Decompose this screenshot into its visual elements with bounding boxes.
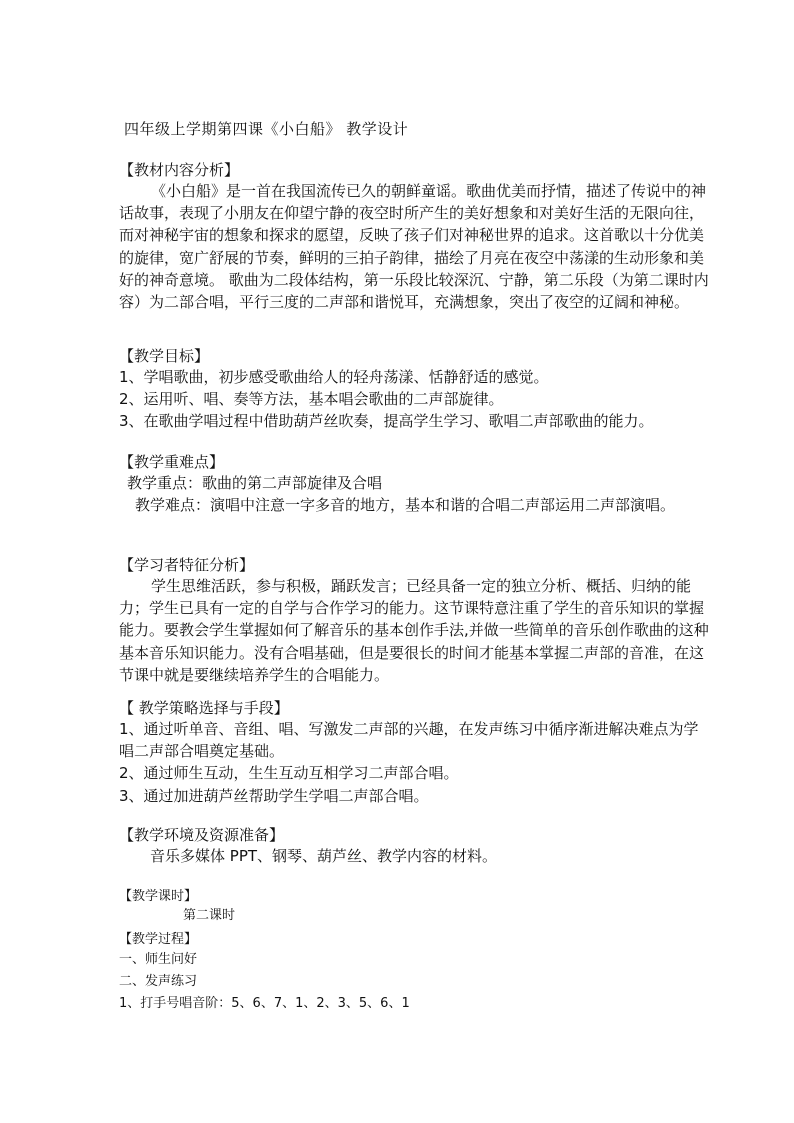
section-key-difficult-points	[119, 452, 709, 516]
document-title: 四年级上学期第四课《小白船》 教学设计	[124, 120, 409, 138]
process-item: 一、师生问好	[119, 952, 198, 967]
hours-text: 第二课时	[183, 908, 236, 923]
section-heading-learners: 【学习者特征分析】	[119, 556, 255, 574]
section-heading-goals: 【教学目标】	[119, 347, 210, 365]
goal-item: 3、在歌曲学唱过程中借助葫芦丝吹奏，提高学生学习、歌唱二声部歌曲的能力。	[119, 412, 654, 431]
section-teaching-process	[119, 930, 709, 1015]
strategy-item: 2、通过师生互动，生生互动互相学习二声部合唱。	[119, 764, 459, 783]
section-class-hours	[119, 887, 709, 925]
section-teaching-strategy	[119, 698, 709, 807]
strategy-item: 1、通过听单音、音组、唱、写激发二声部的兴趣，在发声练习中循序渐进解决难点为学唱二声部合唱奠定基础。	[119, 720, 699, 761]
section-heading-resources: 【教学环境及资源准备】	[119, 826, 285, 844]
material-paragraph: 《小白船》是一首在我国流传已久的朝鲜童谣。歌曲优美而抒情，描述了传说中的神话故事，表现了小朋友在仰望宁静的夜空时所产生的美好想象和对美好生活的无限向往，而对神秘宇宙的想象和探求的愿望，反映了孩子们对神秘世界的追求。这首歌以十分优美的旋律，宽广舒展的节奏，鲜明的三拍子韵律，描绘了月亮在夜空中荡漾的生动形象和美好的神奇意境。 歌曲为二段体结构，第一乐段比较深沉、宁静，第二乐段（为第二课时内容）为二部合唱，平行三度的二声部和谐悦耳，充满想象，突出了夜空的辽阔和神秘。	[119, 182, 709, 312]
learners-paragraph: 学生思维活跃，参与积极，踊跃发言；已经具备一定的独立分析、概括、归纳的能力；学生已具有一定的自学与合作学习的能力。这节课特意注重了学生的音乐知识的掌握能力。要教会学生掌握如何了解音乐的基本创作手法,并做一些简单的音乐创作歌曲的这种基本音乐知识能力。没有合唱基础，但是要很长的时间才能基本掌握二声部的音准，在这节课中就是要继续培养学生的合唱能力。	[119, 577, 709, 684]
goal-item: 1、学唱歌曲，初步感受歌曲给人的轻舟荡漾、恬静舒适的感觉。	[119, 368, 549, 386]
section-learner-analysis	[119, 555, 709, 686]
section-material-analysis	[119, 160, 709, 313]
strategy-item: 3、通过加进葫芦丝帮助学生学唱二声部合唱。	[119, 786, 429, 805]
section-heading-keypoints: 【教学重难点】	[119, 453, 225, 471]
teaching-difficulty-block	[119, 494, 709, 516]
resources-text: 音乐多媒体 PPT、钢琴、葫芦丝、教学内容的材料。	[150, 847, 498, 865]
section-heading-strategy: 【 教学策略选择与手段】	[119, 699, 289, 717]
section-heading-material: 【教材内容分析】	[119, 161, 240, 179]
teaching-focus: 教学重点：歌曲的第二声部旋律及合唱	[127, 474, 383, 492]
section-resources	[119, 825, 709, 867]
process-item: 1、打手号唱音阶：5、6、7、1、2、3、5、6、1	[119, 996, 410, 1011]
process-item: 二、发声练习	[119, 974, 198, 989]
section-heading-process: 【教学过程】	[119, 932, 198, 947]
section-heading-hours: 【教学课时】	[119, 889, 198, 904]
teaching-difficulty: 教学难点：演唱中注意一字多音的地方，基本和谐的合唱二声部运用二声部演唱。	[135, 496, 676, 515]
goal-item: 2、运用听、唱、奏等方法，基本唱会歌曲的二声部旋律。	[119, 390, 504, 409]
section-teaching-goals	[119, 346, 709, 433]
